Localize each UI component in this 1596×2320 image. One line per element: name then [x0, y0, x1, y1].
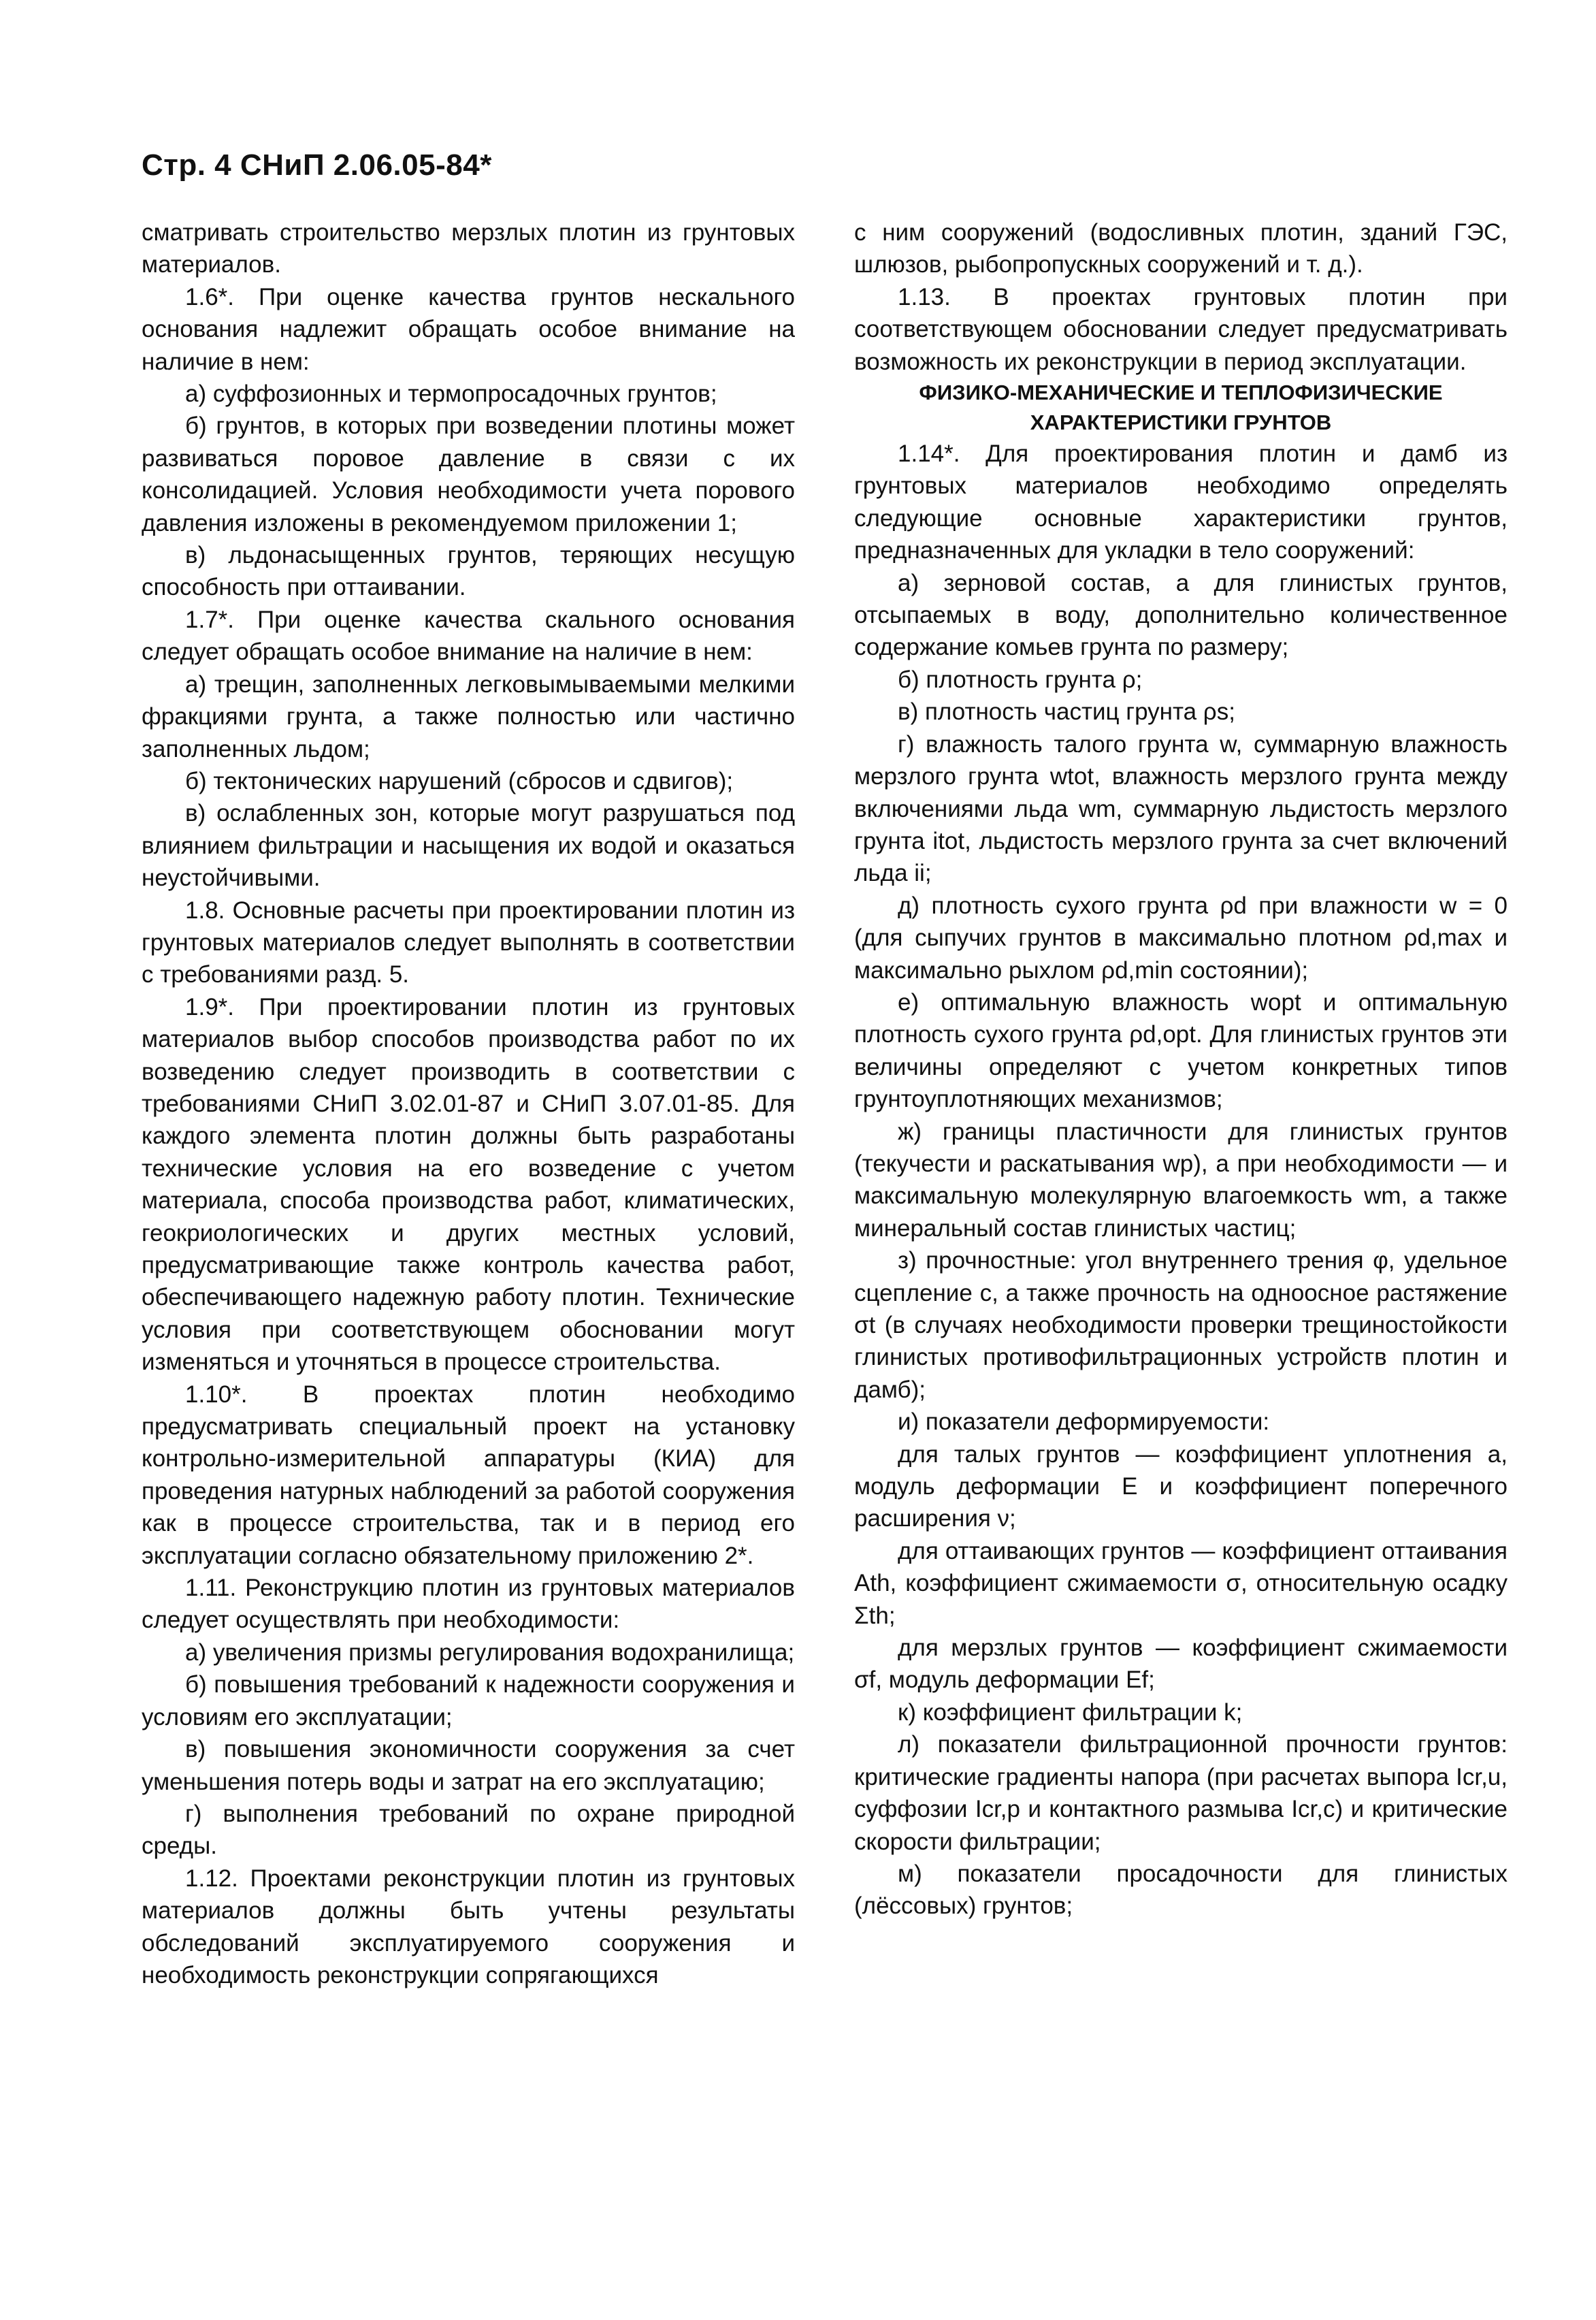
paragraph-1-11: 1.11. Реконструкцию плотин из грунтовых материалов следует осуществлять при необходимости: [142, 1575, 795, 1634]
paragraph: б) повышения требований к надежности сооружения и условиям его эксплуатации; [142, 1671, 795, 1730]
list-item: б) плотность грунта ρ; [898, 666, 1143, 693]
paragraph-1-10: 1.10*. В проектах плотин необходимо предусматривать специальный проект на установку контрольно-измерительной аппаратуры (КИА) для проведения натурных наблюдений за работой сооружения как в процессе строительства, так и в период его эксплуатации согласно обязательному приложению 2*. [142, 1381, 795, 1569]
list-item: для мерзлых грунтов — коэффициент сжимаемости σf, модуль деформации Ef; [854, 1634, 1508, 1694]
paragraph-1-7: 1.7*. При оценке качества скального основания следует обращать особое внимание на наличие в нем: [142, 606, 795, 666]
paragraph: а) увеличения призмы регулирования водохранилища; [185, 1639, 795, 1666]
paragraph-1-12: 1.12. Проектами реконструкции плотин из грунтовых материалов должны быть учтены результаты обследований эксплуатируемого сооружения и необходимость реконструкции сопрягающихся [142, 1865, 795, 1988]
list-item: л) показатели фильтрационной прочности грунтов: критические градиенты напора (при расчетах выпора Icr,u, суффозии Icr,p и контактного размыва Icr,c) и критические скорости фильтрации; [854, 1731, 1508, 1855]
list-item: а) зерновой состав, а для глинистых грунтов, отсыпаемых в воду, дополнительно количественное содержание комьев грунта по размеру; [854, 569, 1508, 661]
list-item: г) влажность талого грунта w, суммарную влажность мерзлого грунта wtot, влажность мерзлого грунта между включениями льда wm, суммарную льдистость мерзлого грунта itot, льдистость мерзлого грунта за счет включений льда ii; [854, 730, 1508, 887]
right-column [854, 216, 1508, 1922]
list-item: ж) границы пластичности для глинистых грунтов (текучести и раскатывания wp), а при необходимости — и максимальную молекулярную влагоемкость wm, а также минеральный состав глинистых частиц; [854, 1118, 1508, 1242]
paragraph: в) ослабленных зон, которые могут разрушаться под влиянием фильтрации и насыщения их водой и оказаться неустойчивыми. [142, 800, 795, 892]
list-item: е) оптимальную влажность wopt и оптимальную плотность сухого грунта ρd,opt. Для глинистых грунтов эти величины определяют с учетом конкретных типов грунтоуплотняющих механизмов; [854, 988, 1508, 1113]
list-item: для талых грунтов — коэффициент уплотнения a, модуль деформации E и коэффициент поперечного расширения ν; [854, 1440, 1508, 1532]
paragraph-1-14: 1.14*. Для проектирования плотин и дамб из грунтовых материалов необходимо определять следующие основные характеристики грунтов, предназначенных для укладки в тело сооружений: [854, 440, 1508, 564]
paragraph: в) повышения экономичности сооружения за счет уменьшения потерь воды и затрат на его эксплуатацию; [142, 1736, 795, 1795]
list-item: м) показатели просадочности для глинистых (лёссовых) грунтов; [854, 1860, 1508, 1920]
list-item: з) прочностные: угол внутреннего трения φ, удельное сцепление c, а также прочность на одноосное растяжение σt (в случаях необходимости проверки трещиностойкости глинистых противофильтрационных устройств плотин и дамб); [854, 1247, 1508, 1403]
list-item: в) плотность частиц грунта ρs; [898, 698, 1235, 726]
paragraph: в) льдонасыщенных грунтов, теряющих несущую способность при оттаивании. [142, 542, 795, 601]
paragraph-1-9: 1.9*. При проектировании плотин из грунтовых материалов выбор способов производства работ по их возведению следует производить в соответствии с требованиями СНиП 3.02.01-87 и СНиП 3.07.01-85. Для каждого элемента плотин должны быть разработаны технические условия на его возведение с учетом материала, способа производства работ, климатических, геокриологических и других местных условий, предусматривающие также контроль качества работ, обеспечивающего надежную работу плотин. Технические условия при соответствующем обосновании могут изменяться и уточняться в процессе строительства. [142, 993, 795, 1376]
page-header: Стр. 4 СНиП 2.06.05-84* [142, 148, 492, 182]
list-item: для оттаивающих грунтов — коэффициент оттаивания Ath, коэффициент сжимаемости σ, относительную осадку Σth; [854, 1537, 1508, 1629]
list-item: д) плотность сухого грунта ρd при влажности w = 0 (для сыпучих грунтов в максимально плотном ρd,max и максимально рыхлом ρd,min состоянии); [854, 892, 1508, 984]
paragraph-1-6: 1.6*. При оценке качества грунтов нескального основания надлежит обращать особое внимание на наличие в нем: [142, 283, 795, 375]
paragraph: б) грунтов, в которых при возведении плотины может развиваться поровое давление в связи с их консолидацией. Условия необходимости учета порового давления изложены в рекомендуемом приложении 1; [142, 413, 795, 536]
paragraph: сматривать строительство мерзлых плотин из грунтовых материалов. [142, 219, 795, 278]
left-column [142, 216, 795, 1991]
paragraph: с ним сооружений (водосливных плотин, зданий ГЭС, шлюзов, рыбопропускных сооружений и т. д.). [854, 219, 1508, 278]
paragraph-1-13: 1.13. В проектах грунтовых плотин при соответствующем обосновании следует предусматривать возможность их реконструкции в период эксплуатации. [854, 283, 1508, 375]
paragraph: б) тектонических нарушений (сбросов и сдвигов); [185, 767, 734, 794]
paragraph: а) трещин, заполненных легковымываемыми мелкими фракциями грунта, а также полностью или частично заполненных льдом; [142, 671, 795, 762]
section-title: ФИЗИКО-МЕХАНИЧЕСКИЕ И ТЕПЛОФИЗИЧЕСКИЕ ХАРАКТЕРИСТИКИ ГРУНТОВ [919, 381, 1443, 435]
paragraph: г) выполнения требований по охране природной среды. [142, 1800, 795, 1860]
list-item: к) коэффициент фильтрации k; [898, 1698, 1243, 1726]
paragraph: а) суффозионных и термопросадочных грунтов; [185, 381, 717, 408]
list-item: и) показатели деформируемости: [898, 1408, 1270, 1436]
paragraph-1-8: 1.8. Основные расчеты при проектировании плотин из грунтовых материалов следует выполнять в соответствии с требованиями разд. 5. [142, 897, 795, 988]
